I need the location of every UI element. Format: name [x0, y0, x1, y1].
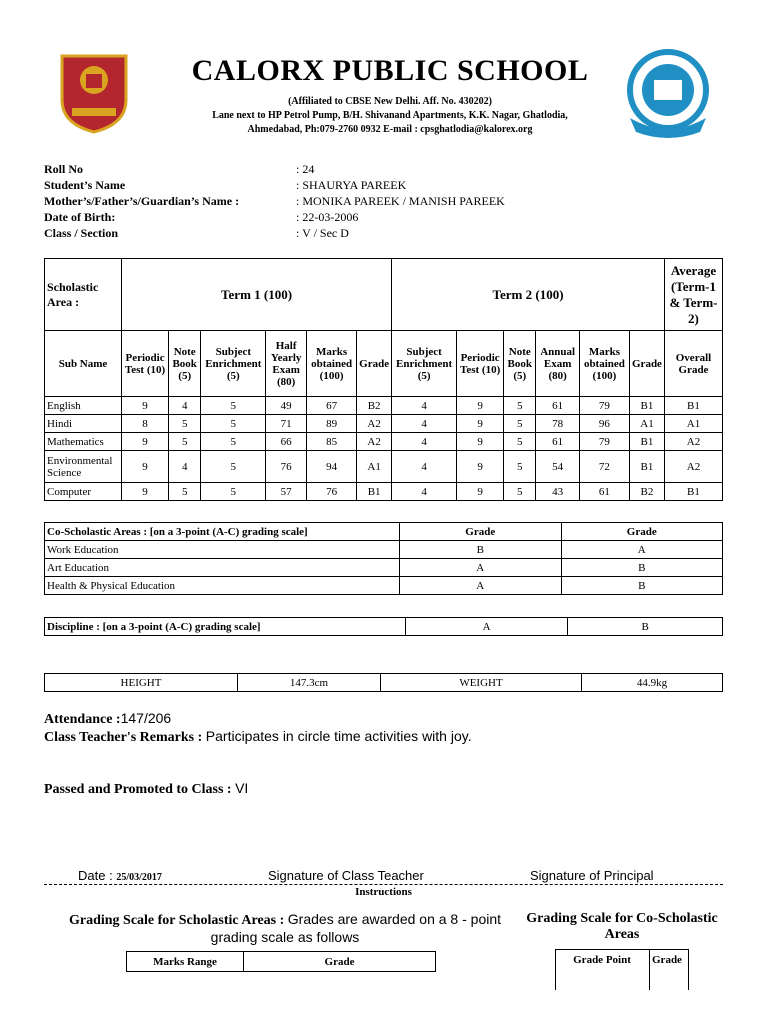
height-value: 147.3cm [238, 674, 381, 692]
grade-point-header: Grade Point [573, 954, 631, 966]
table-row [45, 451, 723, 483]
cell: 72 [579, 451, 629, 483]
cell: 76 [266, 451, 307, 483]
promoted-label: Passed and Promoted to Class : [44, 782, 232, 797]
cell: B1 [664, 397, 722, 415]
cell: 4 [392, 415, 457, 433]
info-label: Student’s Name [44, 178, 126, 192]
scholastic-area-label: Scholastic Area : [45, 259, 122, 331]
attendance-value: 147/206 [120, 710, 172, 726]
grade-header: Grade [561, 523, 723, 541]
cell: 96 [579, 415, 629, 433]
col-header: Half Yearly Exam (80) [266, 331, 307, 397]
cell: 9 [122, 433, 169, 451]
col-header: Grade [630, 331, 665, 397]
promotion [44, 780, 248, 798]
marks-range-table [126, 951, 436, 972]
info-label: Class / Section [44, 226, 119, 240]
address-line-2: Ahmedabad, Ph:079-2760 0932 E-mail : cpsghatlodia@kalorex.org [247, 124, 533, 135]
attendance [44, 710, 171, 728]
school-name: CALORX PUBLIC SCHOOL [191, 54, 589, 87]
cell: 9 [122, 451, 169, 483]
divider [649, 950, 650, 990]
scholastic-grading-title: Grading Scale for Scholastic Areas : [68, 913, 285, 928]
cell: B [568, 618, 723, 636]
info-value: : 24 [296, 162, 315, 176]
cell: 79 [579, 397, 629, 415]
col-header: Subject Enrichment (5) [392, 331, 457, 397]
cell: B2 [630, 483, 665, 501]
info-label: Mother’s/Father’s/Guardian’s Name : [44, 194, 240, 208]
cell: 66 [266, 433, 307, 451]
average-header: Average (Term-1 & Term-2) [664, 259, 722, 331]
col-header: Periodic Test (10) [122, 331, 169, 397]
cell: 9 [122, 397, 169, 415]
cell: 67 [307, 397, 357, 415]
cell: 78 [536, 415, 579, 433]
term2-header: Term 2 (100) [392, 259, 665, 331]
cell: B1 [664, 483, 722, 501]
grade-header: Grade [400, 523, 562, 541]
info-label: Roll No [44, 162, 83, 176]
col-header: Annual Exam (80) [536, 331, 579, 397]
cell: 9 [457, 397, 504, 415]
divider [44, 884, 723, 885]
subject-name: English [45, 397, 122, 415]
date-field [78, 868, 162, 883]
col-header: Note Book (5) [169, 331, 201, 397]
cell: 5 [169, 415, 201, 433]
subject-name: Mathematics [45, 433, 122, 451]
col-header: Note Book (5) [504, 331, 536, 397]
cell: A [561, 541, 723, 559]
coscholastic-table [44, 522, 723, 595]
cell: 61 [579, 483, 629, 501]
cell: 5 [169, 433, 201, 451]
cell: 5 [504, 451, 536, 483]
cell: 5 [504, 397, 536, 415]
table-row [45, 433, 723, 451]
grade-point-table [555, 949, 689, 990]
col-header: Periodic Test (10) [457, 331, 504, 397]
cell: B2 [357, 397, 392, 415]
table-row [45, 397, 723, 415]
table-row [45, 541, 723, 559]
cell: 5 [504, 415, 536, 433]
cell: 8 [122, 415, 169, 433]
cell: A1 [630, 415, 665, 433]
table-row [45, 577, 723, 595]
activity-name: Art Education [45, 559, 400, 577]
cell: 79 [579, 433, 629, 451]
cell: B [561, 577, 723, 595]
cell: A [400, 577, 562, 595]
cell: 89 [307, 415, 357, 433]
cell: 43 [536, 483, 579, 501]
info-value: : V / Sec D [296, 226, 349, 240]
cell: 5 [201, 451, 266, 483]
cell: 5 [504, 433, 536, 451]
cell: 4 [392, 397, 457, 415]
cell: A2 [664, 451, 722, 483]
cell: 5 [201, 397, 266, 415]
remarks-value: Participates in circle time activities with joy. [205, 728, 472, 744]
scholastic-grading-text [60, 911, 510, 947]
col-header: Grade [357, 331, 392, 397]
subject-name: Computer [45, 483, 122, 501]
cell: 9 [457, 483, 504, 501]
col-header: Marks obtained (100) [579, 331, 629, 397]
term1-header: Term 1 (100) [122, 259, 392, 331]
col-header: Subject Enrichment (5) [201, 331, 266, 397]
grade-header: Grade [652, 954, 682, 966]
table-row [45, 483, 723, 501]
attendance-label: Attendance : [44, 712, 121, 727]
cell: 76 [307, 483, 357, 501]
coscholastic-grading-title-line1: Grading Scale for Co-Scholastic [526, 911, 718, 926]
cell: B1 [357, 483, 392, 501]
subject-name: Hindi [45, 415, 122, 433]
weight-label: WEIGHT [381, 674, 582, 692]
date-label: Date : [78, 868, 113, 883]
cell: A [400, 559, 562, 577]
principal-signature-label: Signature of Principal [530, 868, 654, 883]
cell: 4 [169, 397, 201, 415]
cell: A2 [357, 433, 392, 451]
cell: 4 [169, 451, 201, 483]
marks-range-header: Marks Range [127, 952, 244, 972]
cell: B [400, 541, 562, 559]
cell: 85 [307, 433, 357, 451]
cell: A1 [664, 415, 722, 433]
grade-header: Grade [244, 952, 436, 972]
table-row [45, 559, 723, 577]
cell: A [406, 618, 568, 636]
scholastic-grading-line1: Grades are awarded on a 8 - point [287, 911, 502, 927]
coscholastic-grading-title-line2: Areas [604, 927, 640, 942]
height-label: HEIGHT [45, 674, 238, 692]
physical-table [44, 673, 723, 692]
activity-name: Health & Physical Education [45, 577, 400, 595]
cell: 4 [392, 451, 457, 483]
school-crest-logo [56, 50, 132, 134]
cell: 94 [307, 451, 357, 483]
cell: 61 [536, 433, 579, 451]
cell: 71 [266, 415, 307, 433]
cell: 9 [122, 483, 169, 501]
info-label: Date of Birth: [44, 210, 116, 224]
coscholastic-header: Co-Scholastic Areas : [on a 3-point (A-C) grading scale] [45, 523, 400, 541]
info-value: : SHAURYA PAREEK [296, 178, 407, 192]
cell: 9 [457, 451, 504, 483]
cell: 4 [392, 483, 457, 501]
cell: 4 [392, 433, 457, 451]
discipline-table [44, 617, 723, 636]
coscholastic-grading-title [512, 911, 732, 943]
cell: B1 [630, 451, 665, 483]
cell: 9 [457, 433, 504, 451]
cell: A2 [664, 433, 722, 451]
cell: 57 [266, 483, 307, 501]
cell: B [561, 559, 723, 577]
col-header: Sub Name [45, 331, 122, 397]
weight-value: 44.9kg [582, 674, 723, 692]
cell: 5 [504, 483, 536, 501]
teacher-remarks [44, 728, 472, 746]
address-line-1: Lane next to HP Petrol Pump, B/H. Shivanand Apartments, K.K. Nagar, Ghatlodia, [212, 110, 568, 121]
discipline-label: Discipline : [on a 3-point (A-C) grading scale] [45, 618, 406, 636]
scholastic-table [44, 258, 723, 501]
cell: 5 [201, 415, 266, 433]
cell: 5 [169, 483, 201, 501]
cell: 61 [536, 397, 579, 415]
promoted-value: VI [235, 780, 249, 796]
info-value: : 22-03-2006 [296, 210, 359, 224]
teacher-signature-label: Signature of Class Teacher [268, 868, 424, 883]
cell: A1 [357, 451, 392, 483]
subject-name: Environmental Science [45, 451, 122, 483]
cell: 5 [201, 433, 266, 451]
remarks-label: Class Teacher's Remarks : [44, 730, 203, 745]
cell: 9 [457, 415, 504, 433]
cell: B1 [630, 397, 665, 415]
table-row [45, 415, 723, 433]
info-value: : MONIKA PAREEK / MANISH PAREEK [296, 194, 505, 208]
instructions-heading: Instructions [355, 886, 412, 898]
col-header: Overall Grade [664, 331, 722, 397]
cell: A2 [357, 415, 392, 433]
scholastic-grading-line2: grading scale as follows [210, 929, 360, 945]
cell: 5 [201, 483, 266, 501]
affiliation: (Affiliated to CBSE New Delhi. Aff. No. 430202) [288, 96, 492, 107]
cell: 54 [536, 451, 579, 483]
cell: 49 [266, 397, 307, 415]
cell: B1 [630, 433, 665, 451]
col-header: Marks obtained (100) [307, 331, 357, 397]
activity-name: Work Education [45, 541, 400, 559]
date-value: 25/03/2017 [116, 872, 162, 883]
